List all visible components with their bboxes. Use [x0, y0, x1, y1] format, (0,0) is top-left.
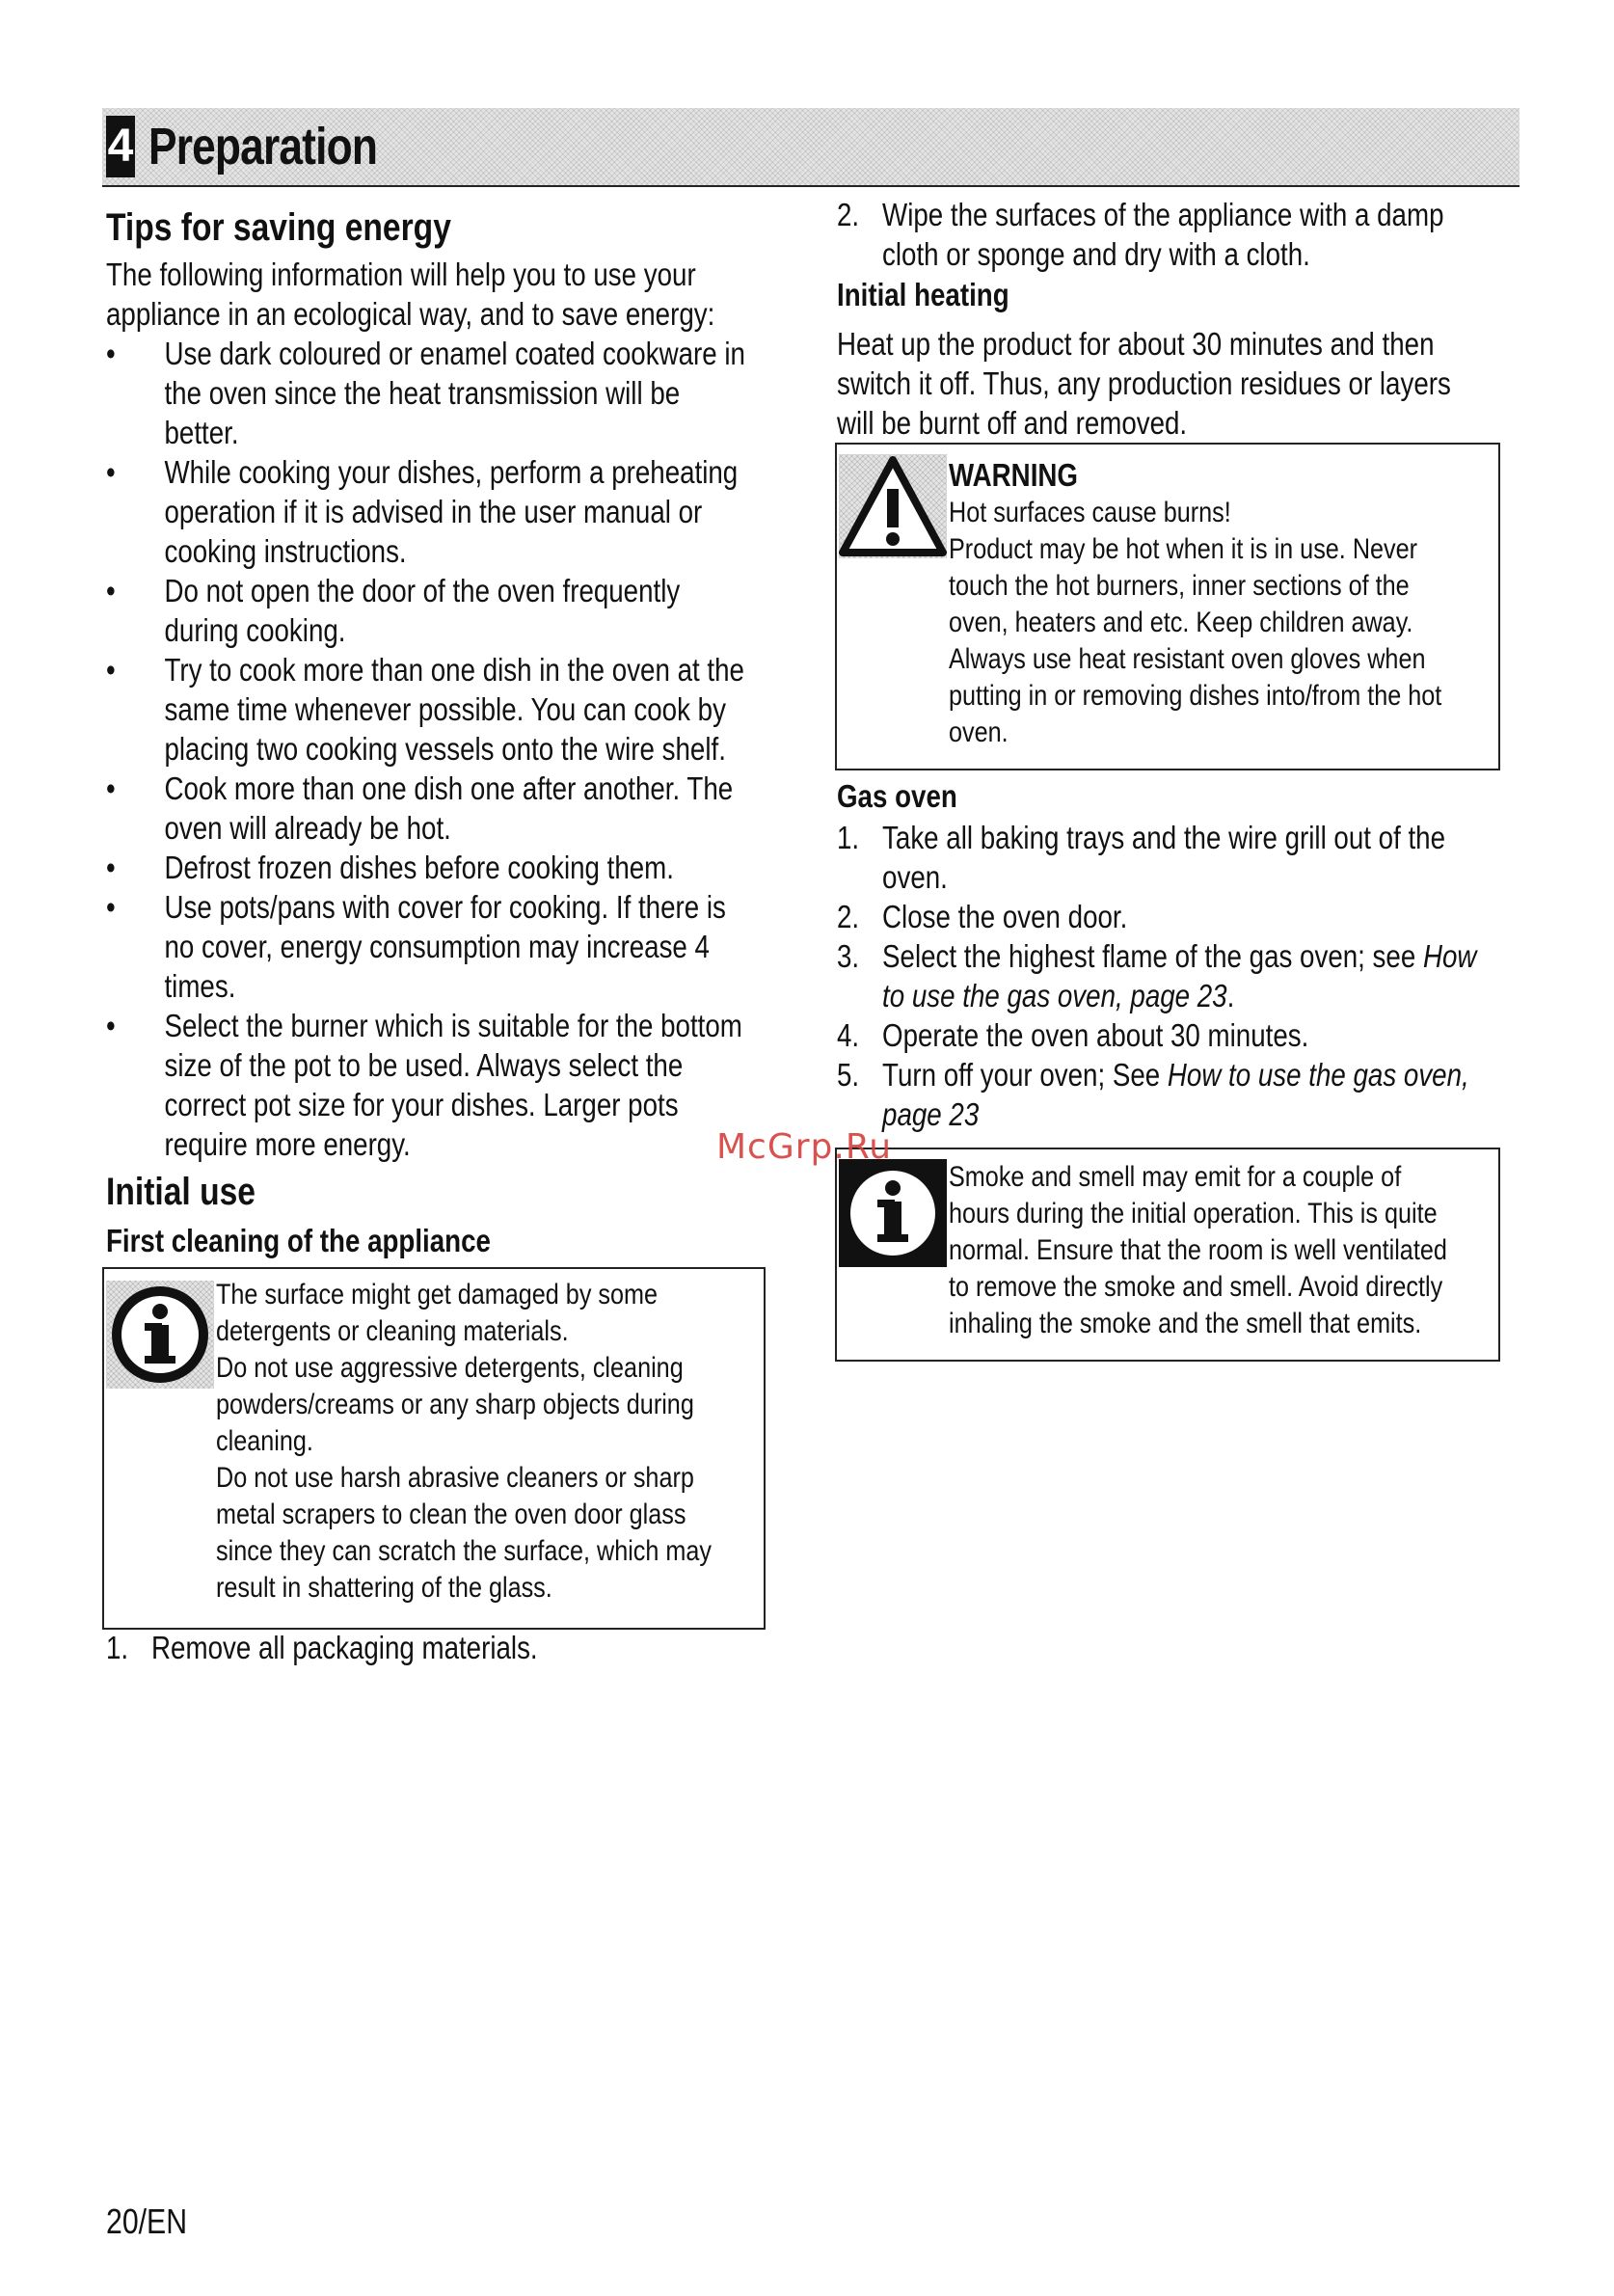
- list-item: • Defrost frozen dishes before cooking them.: [106, 848, 794, 887]
- list-item: 2. Wipe the surfaces of the appliance with a damp cloth or sponge and dry with a cloth.: [837, 197, 1444, 272]
- list-item: • Do not open the door of the oven frequently during cooking.: [106, 571, 794, 650]
- list-item: 3. Select the highest flame of the gas oven; see How to use the gas oven, page 23.: [837, 938, 1477, 1013]
- list-item: 1. Remove all packaging materials.: [106, 1630, 538, 1665]
- info-icon-tile: [839, 1159, 947, 1267]
- cleaning-steps-left: [106, 1628, 754, 1667]
- info-icon: [839, 1159, 947, 1267]
- warning-icon: [839, 454, 947, 558]
- gas-oven-steps: [837, 818, 1518, 1134]
- cleaning-info-text: The surface might get damaged by some detergents or cleaning materials. Do not use aggressive detergents, cleaning powders/creams or any sharp objects during cleaning. Do not use harsh abrasive cleaners or sharp metal scrapers to clean the oven door glass since they can scratch the surface, which may result in shattering of the glass.: [216, 1279, 713, 1604]
- smoke-info-text: Smoke and smell may emit for a couple of hours during the initial operation. This is quite normal. Ensure that the room is well ventilated to remove the smoke and smell. Avoid directly inhaling the smoke and the smell that emits.: [949, 1161, 1447, 1339]
- cross-reference-link: How to use the gas oven,: [1167, 1057, 1469, 1093]
- initial-use-heading: Initial use: [106, 1171, 256, 1213]
- list-item: • Try to cook more than one dish in the oven at the same time whenever possible. You can cook by placing two cooking vessels onto the wire shelf.: [106, 650, 794, 769]
- list-item: • Use dark coloured or enamel coated cookware in the oven since the heat transmission will be better.: [106, 334, 794, 452]
- warning-title: WARNING: [949, 457, 1078, 493]
- info-icon-tile: [106, 1281, 214, 1389]
- list-item: 1. Take all baking trays and the wire grill out of the oven.: [837, 820, 1446, 895]
- warning-icon-tile: [839, 454, 947, 558]
- smoke-info-box: [835, 1148, 1500, 1362]
- tips-bullet-list: [106, 334, 794, 1164]
- list-item: • While cooking your dishes, perform a preheating operation if it is advised in the user manual or cooking instructions.: [106, 452, 794, 571]
- list-item: 4. Operate the oven about 30 minutes.: [837, 1017, 1309, 1053]
- list-item: 2. Close the oven door.: [837, 899, 1128, 934]
- list-item: 5. Turn off your oven; See How to use the gas oven, page 23: [837, 1057, 1469, 1132]
- chapter-title: Preparation: [148, 118, 378, 176]
- tips-intro: The following information will help you to use your appliance in an ecological way, and to save energy:: [106, 257, 715, 332]
- chapter-number: 4: [106, 116, 135, 177]
- warning-text: WARNING Hot surfaces cause burns! Product may be hot when it is in use. Never touch the hot burners, inner sections of the oven, heaters and etc. Keep children away. Always use heat resistant oven gloves when putting in or removing dishes into/from the hot oven.: [949, 457, 1442, 748]
- cross-reference-link: to use the gas oven, page 23: [882, 978, 1227, 1013]
- cross-reference-link: How: [1422, 938, 1477, 974]
- gas-oven-heading: Gas oven: [837, 778, 957, 814]
- initial-heating-heading: Initial heating: [837, 277, 1009, 312]
- cleaning-steps-right: [837, 195, 1501, 274]
- info-icon: [106, 1281, 214, 1389]
- list-item: • Select the burner which is suitable for the bottom size of the pot to be used. Always select the correct pot size for your dishes. Larger pots require more energy.: [106, 1006, 794, 1164]
- watermark: McGrp.Ru: [716, 1127, 893, 1167]
- tips-heading: Tips for saving energy: [106, 206, 451, 249]
- list-item: • Use pots/pans with cover for cooking. If there is no cover, energy consumption may increase 4 times.: [106, 887, 794, 1006]
- initial-heating-text: Heat up the product for about 30 minutes and then switch it off. Thus, any production residues or layers will be burnt off and removed.: [837, 326, 1451, 441]
- first-cleaning-heading: First cleaning of the appliance: [106, 1223, 491, 1258]
- page-number: 20/EN: [106, 2201, 188, 2241]
- list-item: • Cook more than one dish one after another. The oven will already be hot.: [106, 769, 794, 848]
- chapter-header: [102, 108, 1520, 187]
- cleaning-info-box: [102, 1267, 766, 1630]
- cross-reference-link: page 23: [882, 1096, 980, 1132]
- warning-box: [835, 443, 1500, 770]
